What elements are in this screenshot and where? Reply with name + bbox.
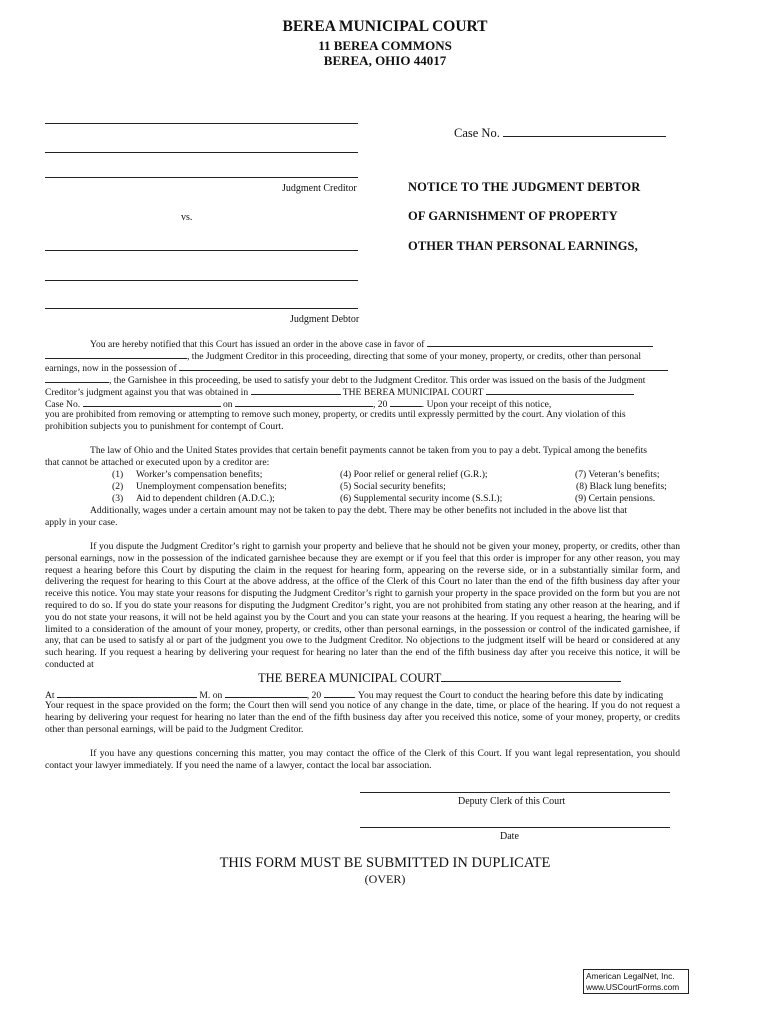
para3-tail: Your request in the space provided on the form; the Court then will send you notice of any change in the date, time, or place of the hearing. If you do not request a hearing by delivering your request for hearing no later than the end of the fifth business day after you received this notice, some of your money, property, or credits other than personal earnings, will be paid to the Judgment Creditor. <box>45 700 680 735</box>
hearing-date-blank[interactable] <box>225 688 307 698</box>
hearing-court-line: THE BEREA MUNICIPAL COURT <box>258 670 621 686</box>
court-address-line2: BEREA, OHIO 44017 <box>323 53 447 68</box>
para1-line3: earnings, now in the possession of <box>45 361 668 375</box>
garnishee-blank[interactable] <box>179 361 668 371</box>
para2-line2: that cannot be attached or executed upon by a creditor are: <box>45 457 270 468</box>
case-number-field[interactable] <box>454 126 666 141</box>
hearing-time-line: At M. on , 20 . You may request the Court to conduct the hearing before this date by indicating <box>45 690 664 701</box>
debtor-name-line-1[interactable] <box>45 250 358 251</box>
debtor-name-line-3[interactable] <box>45 308 358 309</box>
benefit-9-text: (9) Certain pensions. <box>575 493 656 504</box>
notice-title-line1: NOTICE TO THE JUDGMENT DEBTOR <box>408 180 641 194</box>
publisher-box <box>583 969 689 994</box>
para2-line1: The law of Ohio and the United States provides that certain benefit payments cannot be taken from you to pay a debt. Typical among the benefits <box>90 445 648 456</box>
para1-line8: prohibition subjects you to punishment for contempt of Court. <box>45 421 284 432</box>
publisher-website: www.USCourtForms.com <box>586 981 680 992</box>
benefit-4-text: (4) Poor relief or general relief (G.R.); <box>340 469 488 480</box>
para1-line7: you are prohibited from removing or attempting to remove such money, property, or credits until expressly permitted by the court. Any violation of this <box>45 409 626 420</box>
garnishee-blank-cont[interactable] <box>45 373 109 383</box>
benefit-5-text: (5) Social security benefits; <box>340 481 446 492</box>
notice-title-line2: OF GARNISHMENT OF PROPERTY <box>408 209 618 223</box>
creditor-name-line-2[interactable] <box>45 152 358 153</box>
date-signature-line[interactable] <box>360 827 670 828</box>
case-no-blank[interactable] <box>503 127 666 137</box>
benefit-8-text: (8) Black lung benefits; <box>576 481 667 492</box>
notice-title-line3: OTHER THAN PERSONAL EARNINGS, <box>408 239 638 253</box>
benefit-7-text: (7) Veteran’s benefits; <box>575 469 660 480</box>
hearing-time-blank[interactable] <box>57 688 197 698</box>
benefit-3-text: Aid to dependent children (A.D.C.); <box>136 493 275 504</box>
benefit-1-number: (1) <box>112 469 124 480</box>
creditor-blank-cont[interactable] <box>45 349 187 359</box>
court-blank[interactable] <box>486 385 634 395</box>
case-no-label: Case No. <box>454 126 500 140</box>
para3-body: If you dispute the Judgment Creditor’s right to garnish your property and believe that he should not be given your money, property, or credits, other than personal earnings, now in the possession of the indicated garnishee because they are exempt or if you feel that this order is improper for any other reason, you may request a hearing before this Court by disputing the claim in the request for hearing form, appearing on the reverse side, or in a substantially similar form, and delivering the request for hearing to this Court at the above address, at the office of the Clerk of this Court no later than the end of the fifth business day after your receive this notice. You may state your reasons for disputing the Judgment Creditor’s right to garnish your property in the space provided on the form but you are not required to do so. If you do state your reasons for disputing the Judgment Creditor’s right, you are not prohibited from stating any other reason at the hearing, and if you do not state your reasons, it will not be held against you by the Court and you can state your reasons at the hearing. If you request a hearing, the hearing will be limited to a consideration of the amount of your money, property, or credits, other than personal earnings, in the possession or control of the indicated garnishee, if any, that can be used to satisfy al or part of the judgment you owe to the Judgment Creditor. No objections to the judgment itself will be heard or considered at any such hearing. If you request a hearing by delivering your request for hearing no later than the end of the fifth business day after you receive this notice, it will be conducted at <box>45 541 680 670</box>
creditor-name-line-1[interactable] <box>45 123 358 124</box>
case-no-inline-blank[interactable] <box>83 397 221 407</box>
court-address-line1: 11 BEREA COMMONS <box>318 38 452 53</box>
benefit-2-text: Unemployment compensation benefits; <box>136 481 287 492</box>
para2-line3: Additionally, wages under a certain amount may not be taken to pay the debt. There may be other benefits not included in the above list that <box>90 505 628 516</box>
para4-body: If you have any questions concerning this matter, you may contact the office of the Clerk of this Court. If you want legal representation, you should contact your lawyer immediately. If you need the name of a lawyer, contact the local bar association. <box>45 748 680 771</box>
over-label: (OVER) <box>364 872 406 886</box>
benefit-6-text: (6) Supplemental security income (S.S.I.); <box>340 493 503 504</box>
publisher-name: American LegalNet, Inc. <box>586 971 675 981</box>
para1-line5: Creditor’s judgment against you that was obtained in THE BEREA MUNICIPAL COURT <box>45 385 634 399</box>
para1-line4: , the Garnishee in this proceeding, be used to satisfy your debt to the Judgment Creditor. This order was issued on the basis of the Judgment <box>45 373 645 387</box>
judgment-obtained-blank[interactable] <box>251 385 341 395</box>
benefit-2-number: (2) <box>112 481 124 492</box>
benefit-3-number: (3) <box>112 493 124 504</box>
hearing-court-blank[interactable] <box>441 670 621 682</box>
court-name: BEREA MUNICIPAL COURT <box>282 18 488 35</box>
deputy-clerk-signature-line[interactable] <box>360 792 670 793</box>
benefit-1-text: Worker’s compensation benefits; <box>136 469 263 480</box>
judgment-creditor-label: Judgment Creditor <box>282 183 357 194</box>
para1-line2: , the Judgment Creditor in this proceeding, directing that some of your money, property, or credits, other than personal <box>45 349 641 363</box>
date-label: Date <box>500 831 519 842</box>
judgment-date-blank[interactable] <box>235 397 373 407</box>
deputy-clerk-label: Deputy Clerk of this Court <box>458 796 566 807</box>
submit-in-duplicate-notice: THIS FORM MUST BE SUBMITTED IN DUPLICATE <box>219 855 551 871</box>
judgment-year-blank[interactable] <box>390 397 422 407</box>
hearing-year-blank[interactable] <box>324 688 354 698</box>
judgment-debtor-label: Judgment Debtor <box>290 314 360 325</box>
creditor-name-line-3[interactable] <box>45 177 358 178</box>
creditor-blank[interactable] <box>427 337 653 347</box>
para1-line6: Case No. on , 20 . Upon your receipt of this notice, <box>45 399 552 410</box>
para2-line4: apply in your case. <box>45 517 118 528</box>
para1-line1: You are hereby notified that this Court has issued an order in the above case in favor of <box>90 337 653 351</box>
debtor-name-line-2[interactable] <box>45 280 358 281</box>
vs-label: vs. <box>181 212 193 223</box>
